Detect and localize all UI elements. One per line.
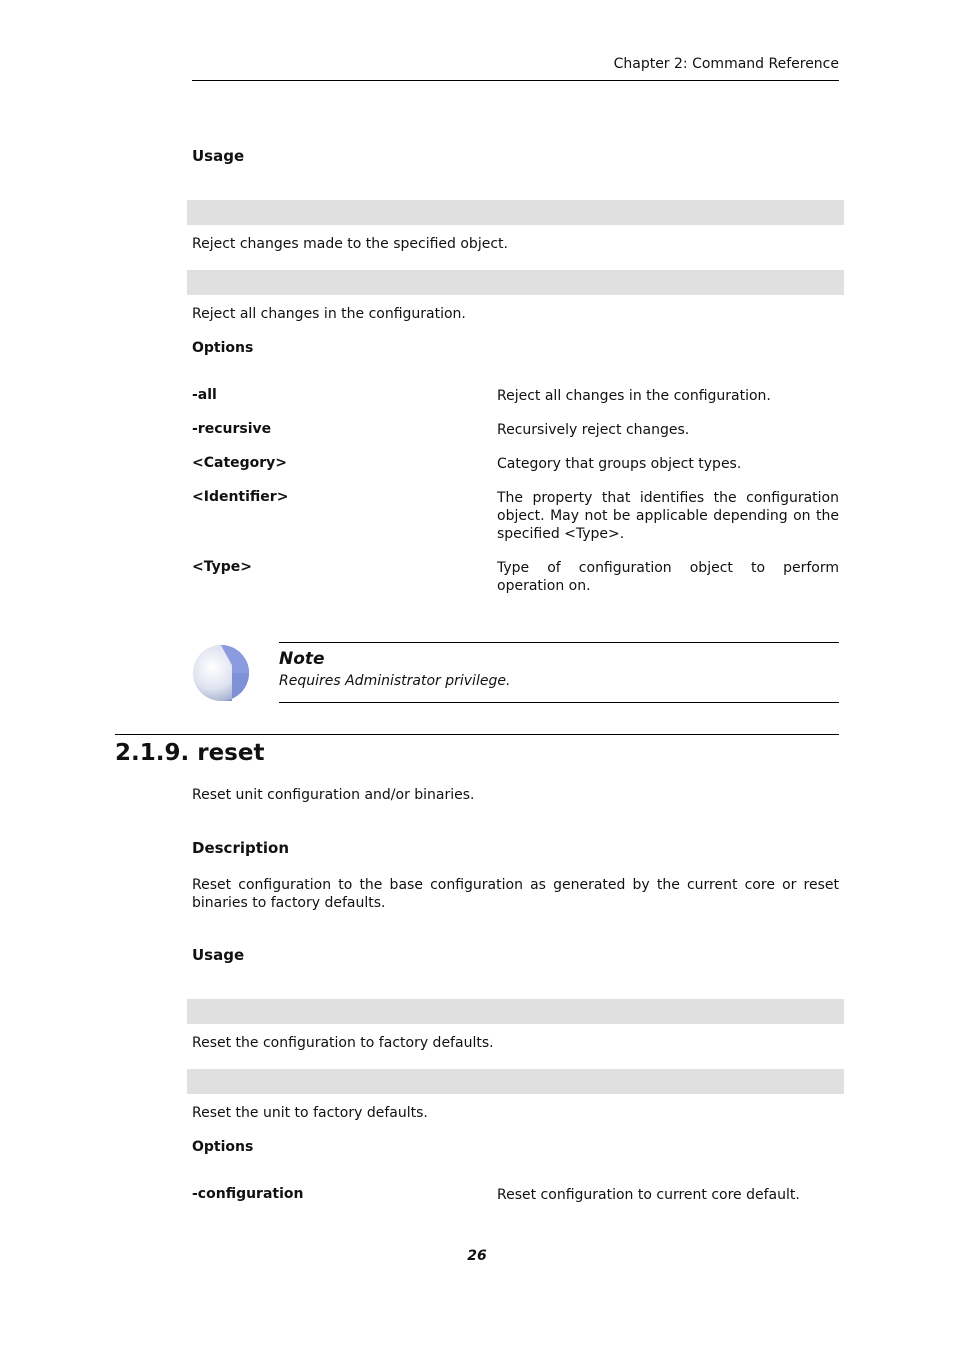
page-number: 26	[467, 1248, 487, 1264]
code-block	[187, 270, 844, 295]
option-name: <Category>	[192, 455, 288, 471]
option-description: Recursively reject changes.	[497, 422, 690, 438]
usage-description: Reset the configuration to factory defaults.	[192, 1035, 494, 1051]
options-heading: Options	[192, 1139, 254, 1155]
option-name: -all	[192, 387, 217, 403]
option-name: -configuration	[192, 1186, 304, 1202]
option-description: Type of configuration object to perform operation on.	[497, 560, 839, 594]
options-heading: Options	[192, 340, 254, 356]
option-description: Category that groups object types.	[497, 456, 742, 472]
note-top-rule	[279, 642, 839, 643]
note-text: Requires Administrator privilege.	[279, 673, 511, 689]
section-summary: Reset unit configuration and/or binaries.	[192, 787, 475, 803]
description-heading: Description	[192, 839, 290, 857]
code-block	[187, 999, 844, 1024]
usage-description: Reject all changes in the configuration.	[192, 306, 466, 322]
running-header: Chapter 2: Command Reference	[613, 56, 839, 72]
code-block	[187, 1069, 844, 1094]
option-name: -recursive	[192, 421, 272, 437]
section-title: 2.1.9. reset	[115, 740, 265, 766]
option-description: The property that identifies the configuration object. May not be applicable depending on the specified <Type>.	[497, 490, 839, 542]
section-divider	[115, 734, 839, 735]
option-description: Reset configuration to current core default.	[497, 1187, 800, 1203]
usage-heading: Usage	[192, 946, 245, 964]
description-text: Reset configuration to the base configuration as generated by the current core or reset binaries to factory defaults.	[192, 877, 839, 911]
option-name: <Identifier>	[192, 489, 289, 505]
code-block	[187, 200, 844, 225]
header-divider	[192, 80, 839, 81]
note-icon	[192, 643, 252, 703]
usage-description: Reject changes made to the specified object.	[192, 236, 508, 252]
note-title: Note	[279, 649, 325, 669]
usage-description: Reset the unit to factory defaults.	[192, 1105, 428, 1121]
option-name: <Type>	[192, 559, 252, 575]
usage-heading: Usage	[192, 147, 245, 165]
note-bottom-rule	[279, 702, 839, 703]
option-description: Reject all changes in the configuration.	[497, 388, 771, 404]
